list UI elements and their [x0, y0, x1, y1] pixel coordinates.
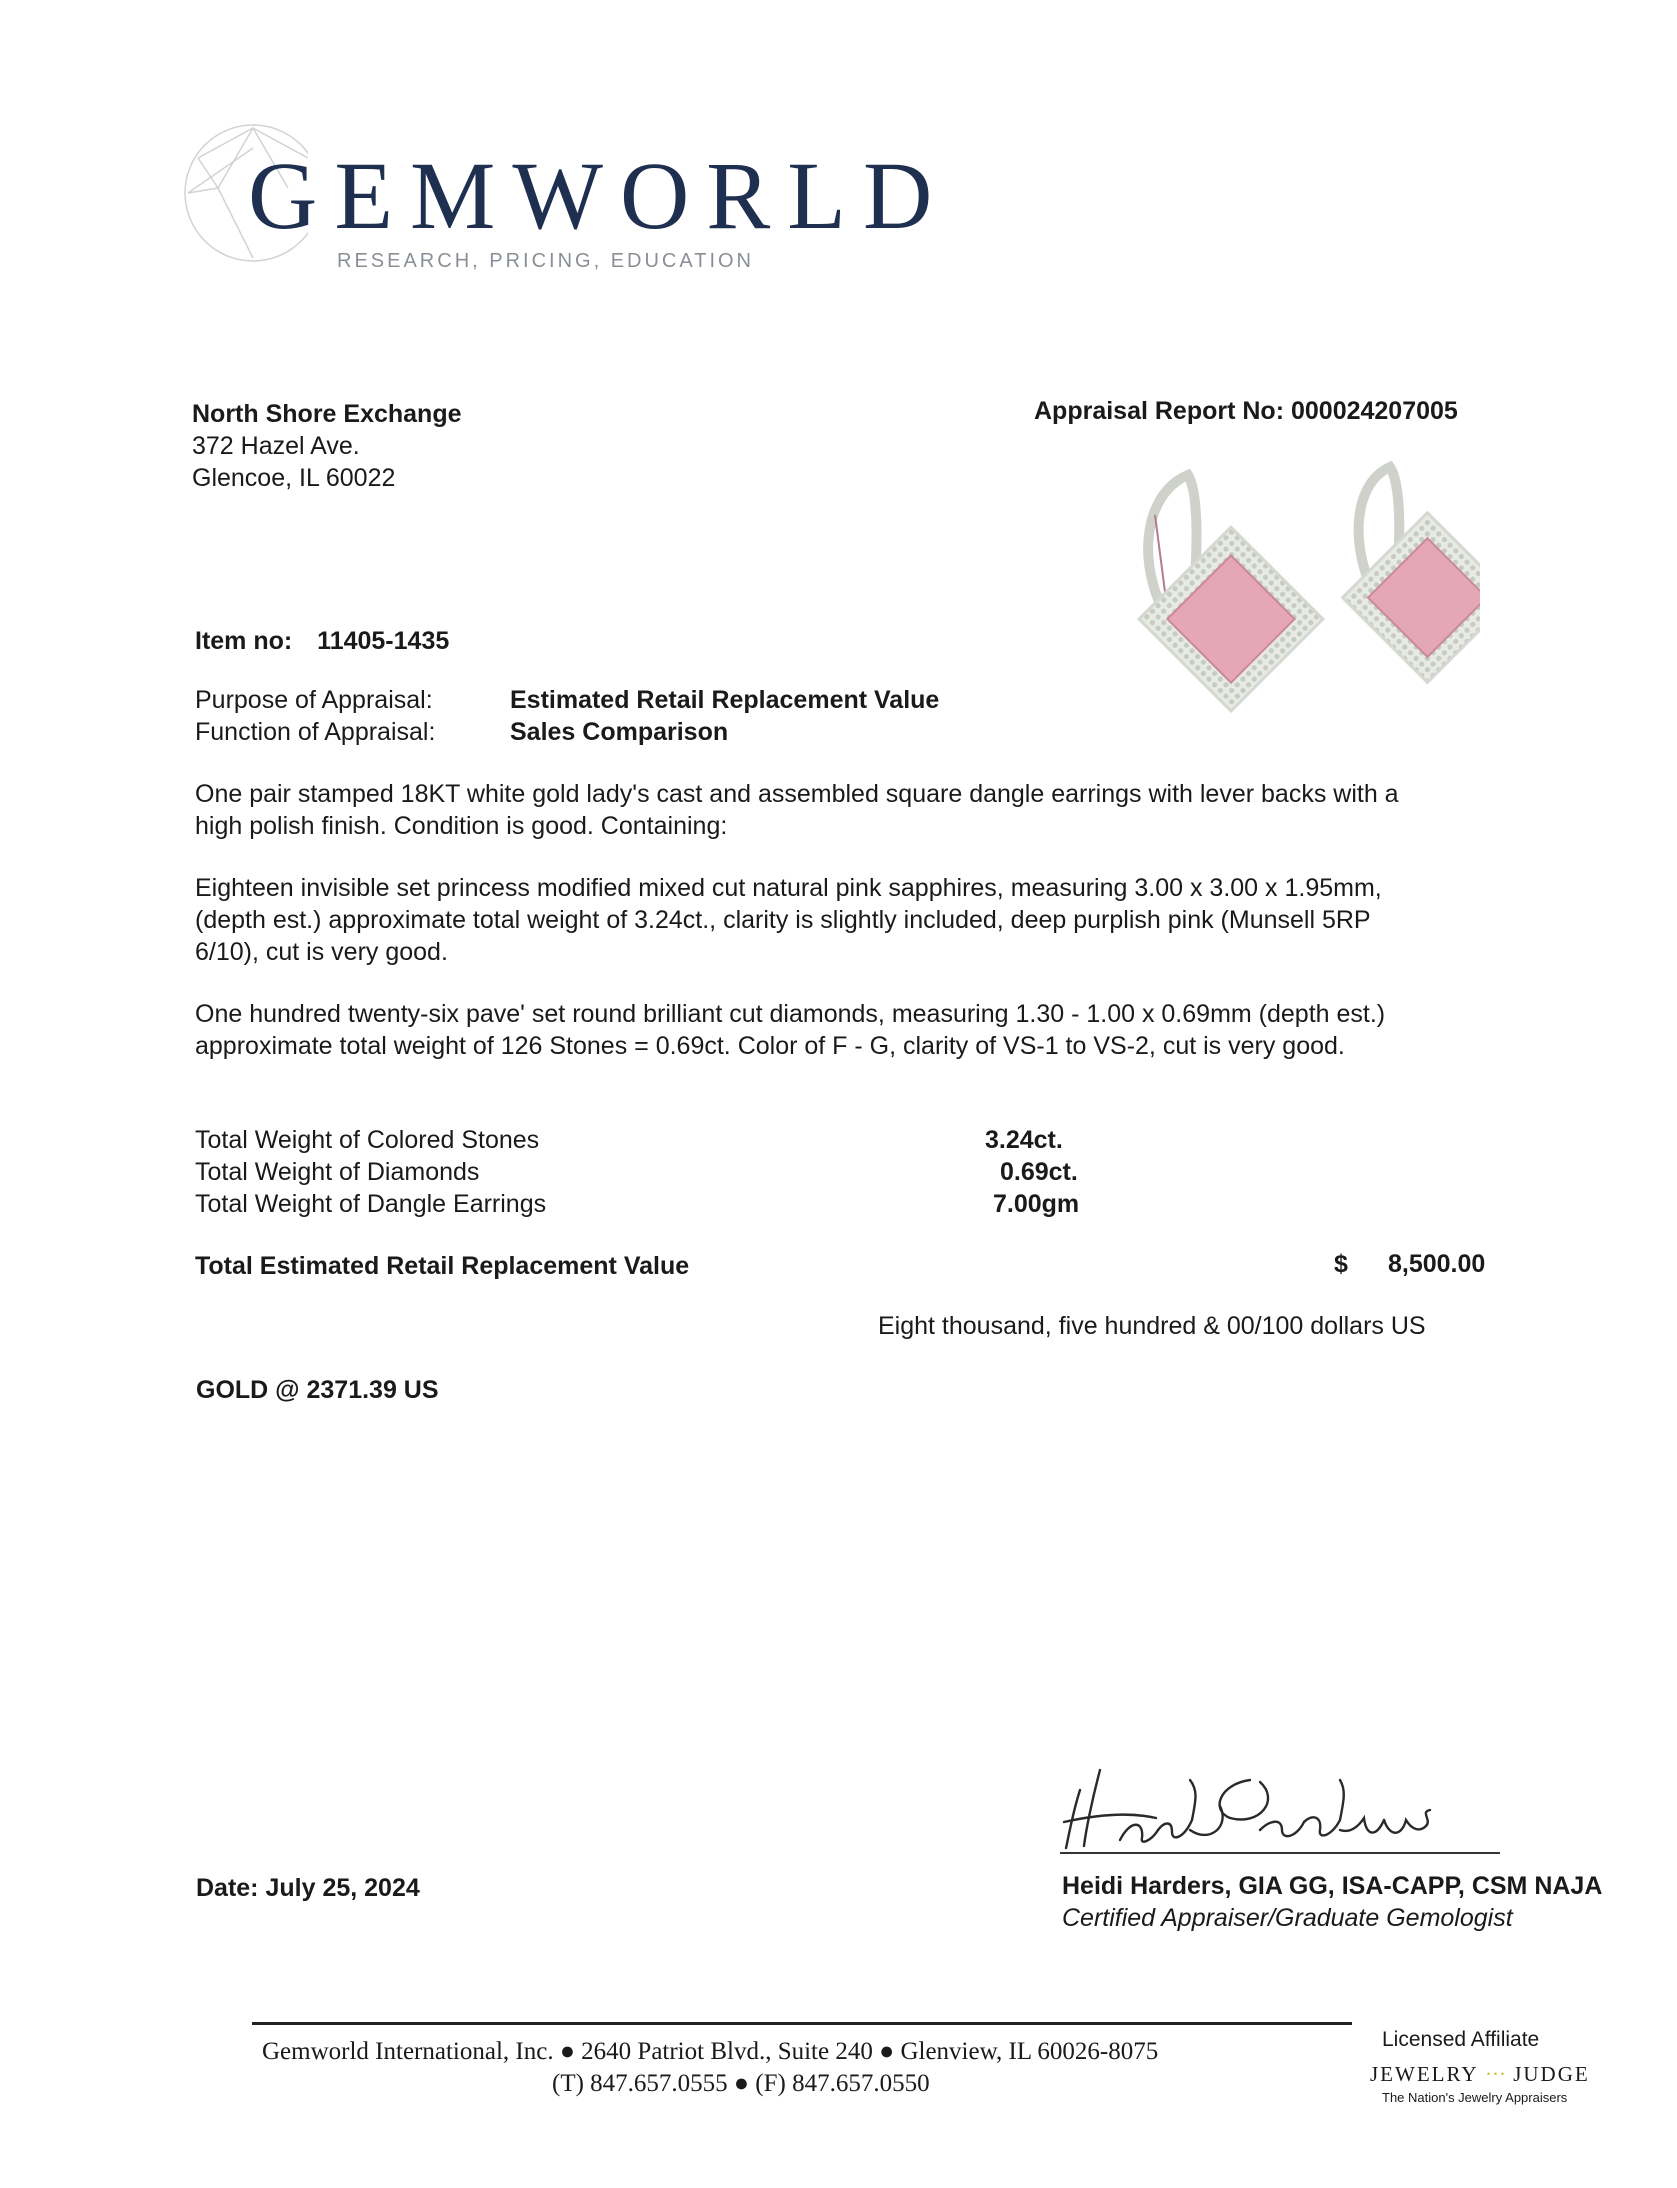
- date-value: July 25, 2024: [265, 1874, 420, 1902]
- purpose-label: Purpose of Appraisal:: [195, 686, 433, 714]
- right-earring: [1343, 467, 1480, 682]
- totals-value-diamonds: 0.69ct.: [1000, 1158, 1078, 1186]
- gemworld-logo-tagline: RESEARCH, PRICING, EDUCATION: [337, 250, 754, 272]
- function-value: Sales Comparison: [510, 718, 729, 746]
- description-paragraph-3: One hundred twenty-six pave' set round brilliant cut diamonds, measuring 1.30 - 1.00 x 0.69mm (depth est.) approximate total weight of 126 Stones = 0.69ct. Color of F - G, clarity of VS-1 to VS-2, cut is very good.: [195, 1000, 1386, 1060]
- report-number: 000024207005: [1290, 397, 1458, 425]
- date-line: [196, 1872, 420, 1904]
- earrings-photo: [1080, 455, 1480, 735]
- description-paragraph-1: One pair stamped 18KT white gold lady's cast and assembled square dangle earrings with lever backs with a high polish finish. Condition is good. Containing:: [195, 780, 1399, 840]
- affiliate-tagline: The Nation's Jewelry Appraisers: [1382, 2090, 1568, 2105]
- totals-label-colored-stones: Total Weight of Colored Stones: [195, 1126, 540, 1154]
- report-number-label: Appraisal Report No:: [1034, 397, 1285, 425]
- description-paragraph-2: Eighteen invisible set princess modified mixed cut natural pink sapphires, measuring 3.00 x 3.00 x 1.95mm, (depth est.) approximate total weight of 3.24ct., clarity is slightly included, deep purplish pink (Munsell 5RP 6/10), cut is very good.: [195, 874, 1382, 966]
- appraiser-title: Certified Appraiser/Graduate Gemologist: [1062, 1904, 1513, 1932]
- footer-phone: (T) 847.657.0555 ● (F) 847.657.0550: [552, 2070, 930, 2097]
- gemworld-logo-wordmark: GEMWORLD: [248, 142, 950, 249]
- item-number-label: Item no:: [195, 627, 293, 655]
- totals-label-diamonds: Total Weight of Diamonds: [195, 1158, 480, 1186]
- valuation-in-words: Eight thousand, five hundred & 00/100 dollars US: [878, 1312, 1426, 1340]
- footer-address: Gemworld International, Inc. ● 2640 Patriot Blvd., Suite 240 ● Glenview, IL 60026-8075: [262, 2038, 1159, 2065]
- appraiser-name: Heidi Harders, GIA GG, ISA-CAPP, CSM NAJA: [1062, 1872, 1603, 1900]
- signature-line: [1060, 1852, 1500, 1854]
- totals-value-dangle-earrings: 7.00gm: [993, 1190, 1080, 1218]
- jewelry-judge-logo: JEWELRY ··· JUDGE: [1370, 2062, 1590, 2086]
- totals-label-dangle-earrings: Total Weight of Dangle Earrings: [195, 1190, 547, 1218]
- date-label: Date:: [196, 1874, 259, 1902]
- appraiser-signature: [1060, 1760, 1480, 1850]
- report-number-line: [1034, 395, 1458, 427]
- affiliate-label: Licensed Affiliate: [1382, 2028, 1540, 2051]
- valuation-amount: 8,500.00: [1388, 1250, 1486, 1278]
- valuation-label: Total Estimated Retail Replacement Value: [195, 1252, 690, 1280]
- client-address-line2: Glencoe, IL 60022: [192, 464, 396, 492]
- totals-value-colored-stones: 3.24ct.: [985, 1126, 1063, 1154]
- left-earring: [1139, 475, 1323, 711]
- footer-rule: [252, 2022, 1352, 2025]
- valuation-currency: $: [1334, 1250, 1348, 1278]
- gold-price: GOLD @ 2371.39 US: [196, 1376, 439, 1404]
- item-number-line: [195, 625, 449, 657]
- client-address-line1: 372 Hazel Ave.: [192, 432, 360, 460]
- item-number: 11405-1435: [317, 627, 450, 655]
- purpose-value: Estimated Retail Replacement Value: [510, 686, 940, 714]
- function-label: Function of Appraisal:: [195, 718, 436, 746]
- client-name: North Shore Exchange: [192, 400, 462, 428]
